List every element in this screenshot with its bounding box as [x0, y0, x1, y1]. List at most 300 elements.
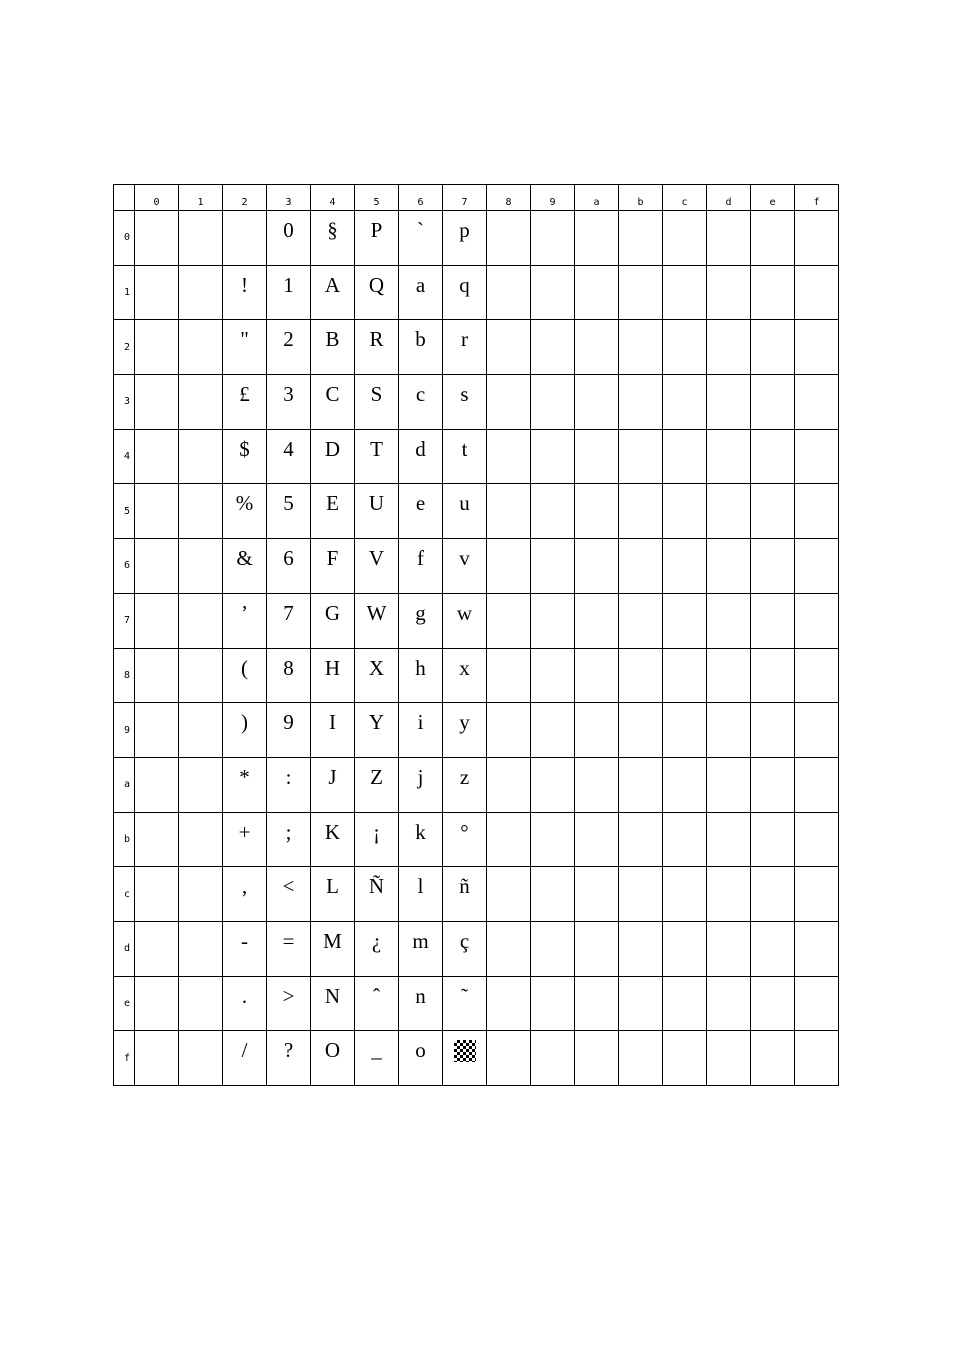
- cell-5a: Z: [355, 757, 399, 812]
- cell-24: $: [223, 429, 267, 484]
- empty-cell: [531, 211, 575, 266]
- empty-cell: [531, 429, 575, 484]
- empty-cell: [487, 703, 531, 758]
- cell-69: i: [399, 703, 443, 758]
- cell-6f: o: [399, 1031, 443, 1086]
- empty-cell: [135, 429, 179, 484]
- empty-cell: [179, 757, 223, 812]
- cell-37: 7: [267, 593, 311, 648]
- cell-68: h: [399, 648, 443, 703]
- empty-cell: [751, 375, 795, 430]
- empty-cell: [707, 429, 751, 484]
- cell-50: P: [355, 211, 399, 266]
- empty-cell: [795, 211, 839, 266]
- cell-51: Q: [355, 265, 399, 320]
- cell-6b: k: [399, 812, 443, 867]
- cell-49: I: [311, 703, 355, 758]
- empty-cell: [531, 976, 575, 1031]
- cell-4e: N: [311, 976, 355, 1031]
- cell-2f: /: [223, 1031, 267, 1086]
- empty-cell: [751, 320, 795, 375]
- empty-cell: [707, 484, 751, 539]
- table-row-0: [114, 211, 839, 266]
- empty-cell: [487, 867, 531, 922]
- empty-cell: [707, 539, 751, 594]
- column-header-8: 8: [487, 185, 531, 211]
- cell-35: 5: [267, 484, 311, 539]
- cell-57: W: [355, 593, 399, 648]
- empty-cell: [751, 921, 795, 976]
- empty-cell: [135, 921, 179, 976]
- cell-5e: ˆ: [355, 976, 399, 1031]
- cell-5b: ¡: [355, 812, 399, 867]
- empty-cell: [795, 757, 839, 812]
- empty-cell: [795, 539, 839, 594]
- empty-cell: [795, 265, 839, 320]
- cell-60: `: [399, 211, 443, 266]
- table-row-2: [114, 320, 839, 375]
- cell-62: b: [399, 320, 443, 375]
- empty-cell: [663, 648, 707, 703]
- empty-cell: [135, 539, 179, 594]
- empty-cell: [487, 757, 531, 812]
- empty-cell: [487, 1031, 531, 1086]
- cell-67: g: [399, 593, 443, 648]
- empty-cell: [663, 1031, 707, 1086]
- cell-48: H: [311, 648, 355, 703]
- cell-47: G: [311, 593, 355, 648]
- column-header-2: 2: [223, 185, 267, 211]
- cell-40: §: [311, 211, 355, 266]
- empty-cell: [531, 757, 575, 812]
- empty-cell: [751, 593, 795, 648]
- cell-78: x: [443, 648, 487, 703]
- cell-32: 2: [267, 320, 311, 375]
- cell-26: &: [223, 539, 267, 594]
- empty-cell: [619, 539, 663, 594]
- empty-cell: [179, 320, 223, 375]
- cell-21: !: [223, 265, 267, 320]
- cell-66: f: [399, 539, 443, 594]
- empty-cell: [531, 320, 575, 375]
- empty-cell: [135, 867, 179, 922]
- empty-cell: [487, 812, 531, 867]
- table-row-9: [114, 703, 839, 758]
- cell-2d: -: [223, 921, 267, 976]
- empty-cell: [707, 867, 751, 922]
- empty-cell: [619, 648, 663, 703]
- empty-cell: [135, 703, 179, 758]
- empty-cell: [663, 320, 707, 375]
- empty-cell: [575, 1031, 619, 1086]
- empty-cell: [795, 648, 839, 703]
- column-header-e: e: [751, 185, 795, 211]
- empty-cell: [575, 429, 619, 484]
- empty-cell: [795, 703, 839, 758]
- checkerboard-icon: [454, 1040, 476, 1062]
- cell-38: 8: [267, 648, 311, 703]
- empty-cell: [751, 757, 795, 812]
- cell-74: t: [443, 429, 487, 484]
- table-row-7: [114, 593, 839, 648]
- empty-cell: [531, 375, 575, 430]
- cell-23: £: [223, 375, 267, 430]
- row-header-4: 4: [114, 429, 135, 484]
- cell-45: E: [311, 484, 355, 539]
- column-header-0: 0: [135, 185, 179, 211]
- empty-cell: [575, 703, 619, 758]
- empty-cell: [575, 375, 619, 430]
- empty-cell: [751, 703, 795, 758]
- table-row-f: [114, 1031, 839, 1086]
- empty-cell: [531, 1031, 575, 1086]
- cell-7b: °: [443, 812, 487, 867]
- row-header-e: e: [114, 976, 135, 1031]
- empty-cell: [707, 1031, 751, 1086]
- empty-cell: [707, 921, 751, 976]
- empty-cell: [619, 757, 663, 812]
- empty-cell: [135, 211, 179, 266]
- empty-cell: [179, 484, 223, 539]
- cell-34: 4: [267, 429, 311, 484]
- empty-cell: [135, 1031, 179, 1086]
- cell-3a: :: [267, 757, 311, 812]
- empty-cell: [531, 812, 575, 867]
- column-header-4: 4: [311, 185, 355, 211]
- empty-cell: [751, 265, 795, 320]
- table-row-a: [114, 757, 839, 812]
- table-row-1: [114, 265, 839, 320]
- empty-cell: [663, 812, 707, 867]
- row-header-d: d: [114, 921, 135, 976]
- table-row-d: [114, 921, 839, 976]
- cell-4c: L: [311, 867, 355, 922]
- cell-5d: ¿: [355, 921, 399, 976]
- empty-cell: [751, 812, 795, 867]
- cell-70: p: [443, 211, 487, 266]
- cell-33: 3: [267, 375, 311, 430]
- empty-cell: [619, 867, 663, 922]
- empty-cell: [795, 484, 839, 539]
- cell-64: d: [399, 429, 443, 484]
- row-header-2: 2: [114, 320, 135, 375]
- empty-cell: [575, 921, 619, 976]
- empty-cell: [531, 593, 575, 648]
- empty-cell: [179, 867, 223, 922]
- cell-4d: M: [311, 921, 355, 976]
- cell-2e: .: [223, 976, 267, 1031]
- cell-30: 0: [267, 211, 311, 266]
- empty-cell: [751, 1031, 795, 1086]
- cell-54: T: [355, 429, 399, 484]
- row-header-9: 9: [114, 703, 135, 758]
- column-header-a: a: [575, 185, 619, 211]
- empty-cell: [619, 921, 663, 976]
- table-row-c: [114, 867, 839, 922]
- empty-cell: [663, 867, 707, 922]
- empty-cell: [795, 429, 839, 484]
- empty-cell: [619, 484, 663, 539]
- empty-cell: [707, 320, 751, 375]
- empty-cell: [135, 812, 179, 867]
- empty-cell: [707, 375, 751, 430]
- empty-cell: [487, 375, 531, 430]
- empty-cell: [179, 921, 223, 976]
- empty-cell: [795, 593, 839, 648]
- empty-cell: [531, 703, 575, 758]
- cell-7d: ç: [443, 921, 487, 976]
- cell-77: w: [443, 593, 487, 648]
- empty-cell: [751, 648, 795, 703]
- cell-55: U: [355, 484, 399, 539]
- empty-cell: [795, 921, 839, 976]
- empty-cell: [487, 976, 531, 1031]
- empty-cell: [575, 648, 619, 703]
- cell-39: 9: [267, 703, 311, 758]
- empty-cell: [575, 539, 619, 594]
- cell-73: s: [443, 375, 487, 430]
- cell-4f: O: [311, 1031, 355, 1086]
- empty-cell: [707, 812, 751, 867]
- row-header-3: 3: [114, 375, 135, 430]
- empty-cell: [179, 211, 223, 266]
- empty-cell: [619, 703, 663, 758]
- empty-cell: [531, 648, 575, 703]
- empty-cell: [663, 757, 707, 812]
- row-header-8: 8: [114, 648, 135, 703]
- column-header-9: 9: [531, 185, 575, 211]
- empty-cell: [487, 265, 531, 320]
- empty-cell: [575, 867, 619, 922]
- empty-cell: [135, 648, 179, 703]
- cell-56: V: [355, 539, 399, 594]
- table-row-3: [114, 375, 839, 430]
- cell-59: Y: [355, 703, 399, 758]
- empty-cell: [179, 812, 223, 867]
- column-header-f: f: [795, 185, 839, 211]
- empty-cell: [575, 812, 619, 867]
- empty-cell: [575, 211, 619, 266]
- empty-cell: [135, 375, 179, 430]
- cell-25: %: [223, 484, 267, 539]
- empty-cell: [619, 812, 663, 867]
- empty-cell: [135, 757, 179, 812]
- table-row-e: [114, 976, 839, 1031]
- cell-6e: n: [399, 976, 443, 1031]
- empty-cell: [179, 375, 223, 430]
- empty-cell: [179, 265, 223, 320]
- table-row-6: [114, 539, 839, 594]
- cell-52: R: [355, 320, 399, 375]
- empty-cell: [135, 593, 179, 648]
- table-row-b: [114, 812, 839, 867]
- empty-cell: [531, 867, 575, 922]
- cell-5c: Ñ: [355, 867, 399, 922]
- cell-31: 1: [267, 265, 311, 320]
- empty-cell: [663, 921, 707, 976]
- cell-65: e: [399, 484, 443, 539]
- cell-7c: ñ: [443, 867, 487, 922]
- cell-76: v: [443, 539, 487, 594]
- row-header-7: 7: [114, 593, 135, 648]
- empty-cell: [619, 976, 663, 1031]
- empty-cell: [663, 539, 707, 594]
- empty-cell: [487, 921, 531, 976]
- cell-36: 6: [267, 539, 311, 594]
- cell-3b: ;: [267, 812, 311, 867]
- column-header-row: [114, 185, 839, 211]
- empty-cell: [179, 429, 223, 484]
- empty-cell: [795, 1031, 839, 1086]
- empty-cell: [751, 539, 795, 594]
- empty-cell: [619, 1031, 663, 1086]
- empty-cell: [619, 593, 663, 648]
- cell-29: ): [223, 703, 267, 758]
- column-header-b: b: [619, 185, 663, 211]
- row-header-a: a: [114, 757, 135, 812]
- empty-cell: [795, 867, 839, 922]
- empty-cell: [707, 703, 751, 758]
- empty-cell: [487, 593, 531, 648]
- empty-cell: [487, 539, 531, 594]
- empty-cell: [707, 211, 751, 266]
- empty-cell: [575, 757, 619, 812]
- empty-cell: [795, 976, 839, 1031]
- cell-3c: <: [267, 867, 311, 922]
- column-header-6: 6: [399, 185, 443, 211]
- empty-cell: [575, 265, 619, 320]
- cell-4a: J: [311, 757, 355, 812]
- cell-42: B: [311, 320, 355, 375]
- empty-cell: [795, 375, 839, 430]
- cell-58: X: [355, 648, 399, 703]
- row-header-0: 0: [114, 211, 135, 266]
- empty-cell: [575, 593, 619, 648]
- cell-28: (: [223, 648, 267, 703]
- empty-cell: [795, 812, 839, 867]
- empty-cell: [135, 976, 179, 1031]
- cell-6d: m: [399, 921, 443, 976]
- cell-63: c: [399, 375, 443, 430]
- empty-cell: [663, 375, 707, 430]
- empty-cell: [663, 211, 707, 266]
- cell-61: a: [399, 265, 443, 320]
- empty-cell: [707, 976, 751, 1031]
- row-header-6: 6: [114, 539, 135, 594]
- empty-cell: [487, 484, 531, 539]
- cell-4b: K: [311, 812, 355, 867]
- cell-75: u: [443, 484, 487, 539]
- table-row-8: [114, 648, 839, 703]
- empty-cell: [707, 265, 751, 320]
- empty-cell: [575, 484, 619, 539]
- cell-3e: >: [267, 976, 311, 1031]
- cell-22: ": [223, 320, 267, 375]
- cell-3f: ?: [267, 1031, 311, 1086]
- cell-72: r: [443, 320, 487, 375]
- empty-cell: [179, 976, 223, 1031]
- row-header-b: b: [114, 812, 135, 867]
- column-header-7: 7: [443, 185, 487, 211]
- empty-cell: [619, 320, 663, 375]
- empty-cell: [531, 484, 575, 539]
- corner-cell: [114, 185, 135, 211]
- cell-53: S: [355, 375, 399, 430]
- column-header-d: d: [707, 185, 751, 211]
- empty-cell: [531, 921, 575, 976]
- cell-5f: _: [355, 1031, 399, 1086]
- empty-cell: [663, 703, 707, 758]
- empty-cell: [487, 429, 531, 484]
- empty-cell: [135, 265, 179, 320]
- empty-cell: [179, 1031, 223, 1086]
- empty-cell: [707, 648, 751, 703]
- cell-41: A: [311, 265, 355, 320]
- empty-cell: [751, 211, 795, 266]
- empty-cell: [487, 648, 531, 703]
- cell-27: ’: [223, 593, 267, 648]
- cell-43: C: [311, 375, 355, 430]
- empty-cell: [707, 593, 751, 648]
- empty-cell: [663, 484, 707, 539]
- empty-cell: [223, 211, 267, 266]
- column-header-5: 5: [355, 185, 399, 211]
- empty-cell: [487, 211, 531, 266]
- cell-44: D: [311, 429, 355, 484]
- column-header-3: 3: [267, 185, 311, 211]
- row-header-f: f: [114, 1031, 135, 1086]
- empty-cell: [751, 484, 795, 539]
- cell-6c: l: [399, 867, 443, 922]
- cell-79: y: [443, 703, 487, 758]
- empty-cell: [531, 265, 575, 320]
- empty-cell: [135, 320, 179, 375]
- cell-7e: ˜: [443, 976, 487, 1031]
- cell-6a: j: [399, 757, 443, 812]
- empty-cell: [751, 867, 795, 922]
- empty-cell: [179, 593, 223, 648]
- empty-cell: [707, 757, 751, 812]
- empty-cell: [663, 593, 707, 648]
- row-header-5: 5: [114, 484, 135, 539]
- empty-cell: [751, 976, 795, 1031]
- empty-cell: [531, 539, 575, 594]
- cell-7a: z: [443, 757, 487, 812]
- cell-7f: [443, 1031, 487, 1086]
- empty-cell: [179, 648, 223, 703]
- row-header-c: c: [114, 867, 135, 922]
- empty-cell: [751, 429, 795, 484]
- table-row-5: [114, 484, 839, 539]
- column-header-1: 1: [179, 185, 223, 211]
- empty-cell: [179, 539, 223, 594]
- empty-cell: [663, 429, 707, 484]
- column-header-c: c: [663, 185, 707, 211]
- empty-cell: [487, 320, 531, 375]
- cell-2c: ,: [223, 867, 267, 922]
- cell-2a: *: [223, 757, 267, 812]
- table-row-4: [114, 429, 839, 484]
- empty-cell: [795, 320, 839, 375]
- empty-cell: [619, 265, 663, 320]
- cell-71: q: [443, 265, 487, 320]
- empty-cell: [619, 429, 663, 484]
- empty-cell: [575, 320, 619, 375]
- cell-46: F: [311, 539, 355, 594]
- empty-cell: [663, 265, 707, 320]
- empty-cell: [619, 211, 663, 266]
- empty-cell: [663, 976, 707, 1031]
